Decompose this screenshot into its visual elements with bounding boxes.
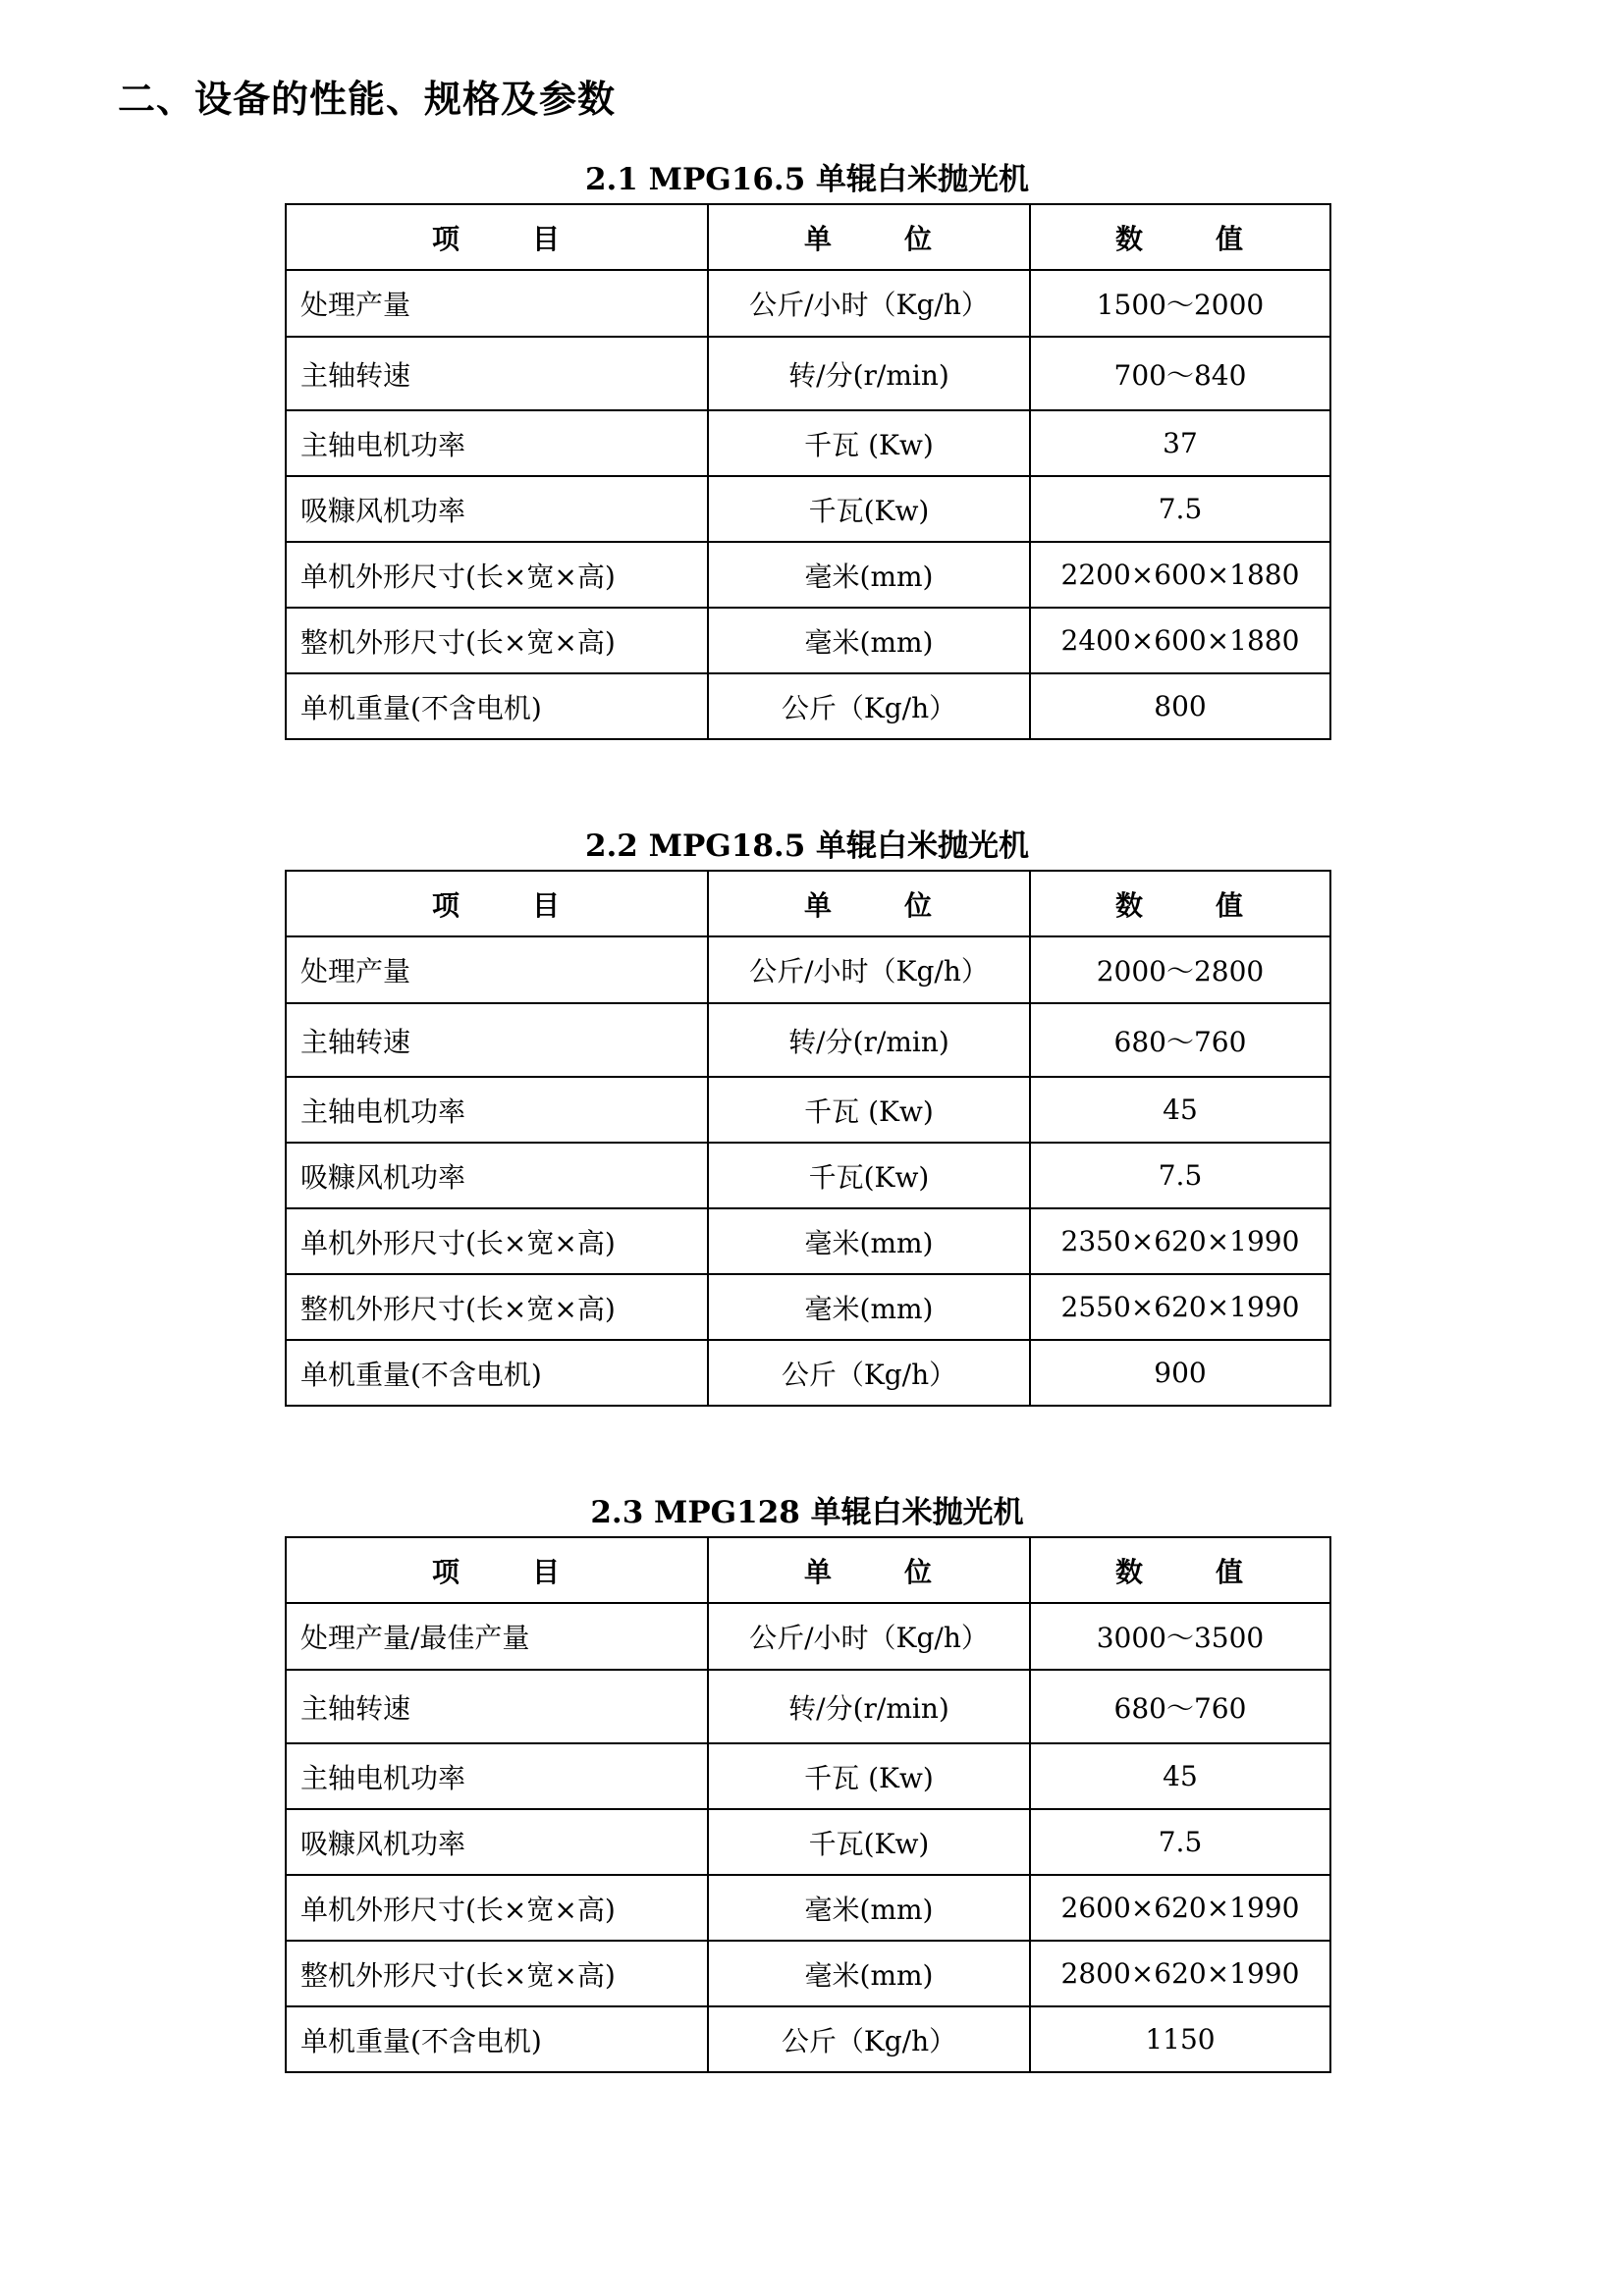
cell-value: 37	[1030, 410, 1330, 476]
cell-value: 900	[1030, 1340, 1330, 1406]
header-value: 数 值	[1030, 204, 1330, 270]
cell-value: 7.5	[1030, 1809, 1330, 1875]
cell-item: 单机外形尺寸(长×宽×高)	[286, 1208, 708, 1274]
cell-unit: 千瓦(Kw)	[708, 476, 1030, 542]
cell-unit: 千瓦(Kw)	[708, 1809, 1030, 1875]
table-row	[286, 270, 1330, 337]
table-row	[286, 1670, 1330, 1743]
cell-item: 主轴电机功率	[286, 1077, 708, 1143]
cell-item: 吸糠风机功率	[286, 1809, 708, 1875]
cell-item: 主轴转速	[286, 1003, 708, 1077]
cell-value: 2550×620×1990	[1030, 1274, 1330, 1340]
cell-unit: 千瓦(Kw)	[708, 1143, 1030, 1208]
cell-item: 整机外形尺寸(长×宽×高)	[286, 1941, 708, 2006]
cell-item: 主轴转速	[286, 337, 708, 410]
cell-item: 处理产量	[286, 270, 708, 337]
table-row	[286, 1208, 1330, 1274]
cell-item: 吸糠风机功率	[286, 1143, 708, 1208]
cell-unit: 公斤/小时（Kg/h）	[708, 270, 1030, 337]
table-header-row	[286, 871, 1330, 936]
spec-table-2-2	[285, 870, 1331, 1407]
cell-value: 2600×620×1990	[1030, 1875, 1330, 1941]
cell-item: 单机重量(不含电机)	[286, 2006, 708, 2072]
cell-value: 1150	[1030, 2006, 1330, 2072]
cell-value: 2000～2800	[1030, 936, 1330, 1003]
table-row	[286, 1077, 1330, 1143]
table-header-row	[286, 1537, 1330, 1603]
cell-value: 700～840	[1030, 337, 1330, 410]
cell-value: 680～760	[1030, 1670, 1330, 1743]
cell-value: 1500～2000	[1030, 270, 1330, 337]
cell-value: 7.5	[1030, 476, 1330, 542]
table-row	[286, 1941, 1330, 2006]
table-row	[286, 476, 1330, 542]
spec-table-2-3	[285, 1536, 1331, 2073]
table-row	[286, 1743, 1330, 1809]
cell-unit: 千瓦 (Kw)	[708, 1077, 1030, 1143]
table-row	[286, 608, 1330, 673]
cell-unit: 转/分(r/min)	[708, 1003, 1030, 1077]
header-value: 数 值	[1030, 1537, 1330, 1603]
cell-unit: 毫米(mm)	[708, 1941, 1030, 2006]
cell-item: 单机外形尺寸(长×宽×高)	[286, 542, 708, 608]
cell-value: 2200×600×1880	[1030, 542, 1330, 608]
cell-unit: 毫米(mm)	[708, 542, 1030, 608]
cell-value: 680～760	[1030, 1003, 1330, 1077]
cell-value: 2800×620×1990	[1030, 1941, 1330, 2006]
cell-value: 45	[1030, 1077, 1330, 1143]
header-unit: 单 位	[708, 871, 1030, 936]
cell-unit: 毫米(mm)	[708, 1875, 1030, 1941]
cell-unit: 毫米(mm)	[708, 1208, 1030, 1274]
table-row	[286, 1340, 1330, 1406]
cell-unit: 毫米(mm)	[708, 1274, 1030, 1340]
cell-unit: 转/分(r/min)	[708, 337, 1030, 410]
cell-unit: 公斤（Kg/h）	[708, 673, 1030, 739]
table-row	[286, 673, 1330, 739]
table-row	[286, 1274, 1330, 1340]
cell-item: 主轴电机功率	[286, 1743, 708, 1809]
table-title-2-3: 2.3 MPG128 单辊白米抛光机	[590, 1495, 1024, 1530]
cell-unit: 公斤（Kg/h）	[708, 1340, 1030, 1406]
table-row	[286, 1875, 1330, 1941]
cell-unit: 千瓦 (Kw)	[708, 1743, 1030, 1809]
table-row	[286, 410, 1330, 476]
table-header-row	[286, 204, 1330, 270]
header-unit: 单 位	[708, 1537, 1030, 1603]
table-row	[286, 1603, 1330, 1670]
cell-unit: 公斤/小时（Kg/h）	[708, 1603, 1030, 1670]
cell-item: 处理产量/最佳产量	[286, 1603, 708, 1670]
table-row	[286, 1003, 1330, 1077]
header-unit: 单 位	[708, 204, 1030, 270]
cell-value: 800	[1030, 673, 1330, 739]
cell-value: 7.5	[1030, 1143, 1330, 1208]
cell-value: 45	[1030, 1743, 1330, 1809]
cell-item: 整机外形尺寸(长×宽×高)	[286, 1274, 708, 1340]
cell-item: 主轴转速	[286, 1670, 708, 1743]
cell-value: 2400×600×1880	[1030, 608, 1330, 673]
header-item: 项 目	[286, 1537, 708, 1603]
spec-table-2-1	[285, 203, 1331, 740]
page-heading: 二、设备的性能、规格及参数	[118, 78, 617, 121]
cell-unit: 公斤/小时（Kg/h）	[708, 936, 1030, 1003]
cell-unit: 转/分(r/min)	[708, 1670, 1030, 1743]
cell-item: 单机重量(不含电机)	[286, 1340, 708, 1406]
table-row	[286, 936, 1330, 1003]
cell-item: 整机外形尺寸(长×宽×高)	[286, 608, 708, 673]
header-item: 项 目	[286, 871, 708, 936]
cell-unit: 千瓦 (Kw)	[708, 410, 1030, 476]
table-row	[286, 337, 1330, 410]
cell-item: 单机外形尺寸(长×宽×高)	[286, 1875, 708, 1941]
table-row	[286, 1143, 1330, 1208]
table-row	[286, 542, 1330, 608]
cell-unit: 毫米(mm)	[708, 608, 1030, 673]
header-value: 数 值	[1030, 871, 1330, 936]
cell-item: 吸糠风机功率	[286, 476, 708, 542]
cell-item: 处理产量	[286, 936, 708, 1003]
header-item: 项 目	[286, 204, 708, 270]
cell-unit: 公斤（Kg/h）	[708, 2006, 1030, 2072]
table-row	[286, 1809, 1330, 1875]
cell-value: 2350×620×1990	[1030, 1208, 1330, 1274]
cell-item: 单机重量(不含电机)	[286, 673, 708, 739]
cell-item: 主轴电机功率	[286, 410, 708, 476]
cell-value: 3000～3500	[1030, 1603, 1330, 1670]
table-title-2-2: 2.2 MPG18.5 单辊白米抛光机	[584, 828, 1030, 864]
table-title-2-1: 2.1 MPG16.5 单辊白米抛光机	[584, 162, 1030, 197]
table-row	[286, 2006, 1330, 2072]
